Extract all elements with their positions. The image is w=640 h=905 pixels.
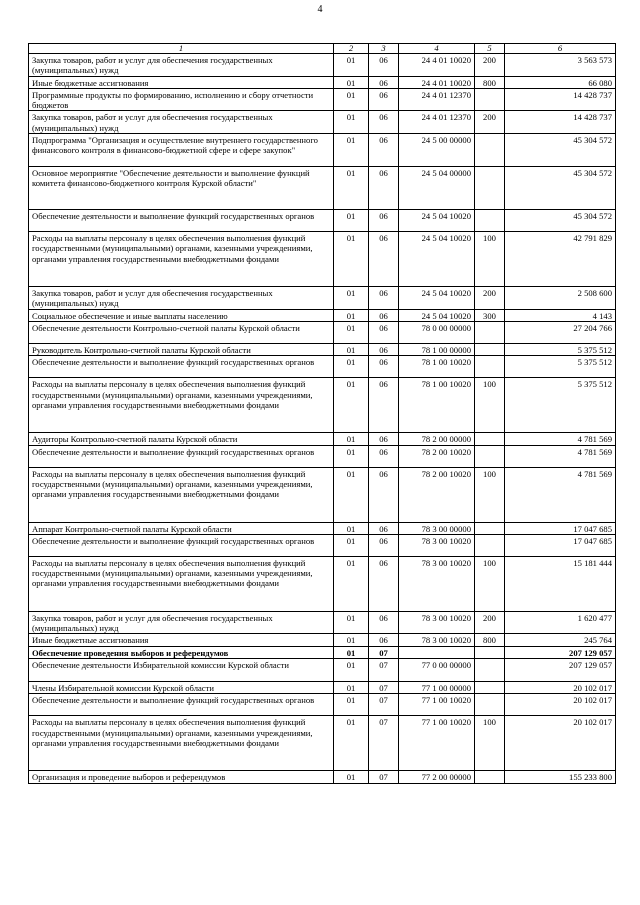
subsection-code: 06 — [369, 210, 399, 232]
amount: 17 047 685 — [505, 522, 616, 534]
target-article-code: 77 2 00 00000 — [399, 771, 475, 783]
table-row — [29, 771, 616, 783]
table-row — [29, 646, 616, 658]
table-row — [29, 309, 616, 321]
expense-type-code: 200 — [475, 54, 505, 77]
target-article-code: 78 1 00 10020 — [399, 356, 475, 378]
subsection-code: 06 — [369, 76, 399, 88]
amount: 245 764 — [505, 634, 616, 646]
column-header: 1 — [29, 44, 334, 54]
section-code: 01 — [334, 210, 369, 232]
target-article-code: 78 3 00 00000 — [399, 522, 475, 534]
expense-type-code — [475, 88, 505, 111]
expense-type-code: 100 — [475, 232, 505, 287]
expense-type-code — [475, 433, 505, 445]
subsection-code: 07 — [369, 694, 399, 716]
section-code: 01 — [334, 659, 369, 682]
table-row — [29, 534, 616, 556]
budget-table — [28, 43, 616, 784]
item-name: Организация и проведение выборов и референдумов — [29, 771, 334, 783]
subsection-code: 06 — [369, 534, 399, 556]
subsection-code: 06 — [369, 433, 399, 445]
target-article-code: 78 1 00 00000 — [399, 343, 475, 355]
expense-type-code — [475, 167, 505, 210]
expense-type-code: 200 — [475, 287, 505, 310]
expense-type-code — [475, 445, 505, 467]
item-name: Закупка товаров, работ и услуг для обеспечения государственных (муниципальных) нужд — [29, 111, 334, 134]
item-name: Расходы на выплаты персоналу в целях обеспечения выполнения функций государственными (муниципальными) органами, казенными учреждениями, органами управления государственными внебюджетными фондами — [29, 378, 334, 433]
amount: 27 204 766 — [505, 321, 616, 343]
amount: 5 375 512 — [505, 343, 616, 355]
expense-type-code: 100 — [475, 378, 505, 433]
subsection-code: 07 — [369, 646, 399, 658]
expense-type-code — [475, 659, 505, 682]
amount: 3 563 573 — [505, 54, 616, 77]
section-code: 01 — [334, 134, 369, 167]
section-code: 01 — [334, 682, 369, 694]
item-name: Обеспечение деятельности и выполнение функций государственных органов — [29, 694, 334, 716]
amount: 45 304 572 — [505, 167, 616, 210]
subsection-code: 06 — [369, 167, 399, 210]
amount: 20 102 017 — [505, 716, 616, 771]
table-row — [29, 634, 616, 646]
subsection-code: 06 — [369, 134, 399, 167]
table-row — [29, 54, 616, 77]
target-article-code: 78 3 00 10020 — [399, 556, 475, 611]
section-code: 01 — [334, 445, 369, 467]
subsection-code: 06 — [369, 343, 399, 355]
item-name: Обеспечение деятельности и выполнение функций государственных органов — [29, 356, 334, 378]
expense-type-code — [475, 210, 505, 232]
section-code: 01 — [334, 433, 369, 445]
item-name: Иные бюджетные ассигнования — [29, 76, 334, 88]
expense-type-code: 100 — [475, 556, 505, 611]
section-code: 01 — [334, 771, 369, 783]
target-article-code: 24 4 01 10020 — [399, 54, 475, 77]
table-row — [29, 321, 616, 343]
section-code: 01 — [334, 378, 369, 433]
target-article-code: 78 2 00 10020 — [399, 445, 475, 467]
target-article-code: 78 2 00 10020 — [399, 467, 475, 522]
table-row — [29, 378, 616, 433]
section-code: 01 — [334, 54, 369, 77]
expense-type-code — [475, 694, 505, 716]
item-name: Обеспечение деятельности и выполнение функций государственных органов — [29, 210, 334, 232]
expense-type-code — [475, 134, 505, 167]
table-row — [29, 556, 616, 611]
item-name: Расходы на выплаты персоналу в целях обеспечения выполнения функций государственными (муниципальными) органами, казенными учреждениями, органами управления государственными внебюджетными фондами — [29, 556, 334, 611]
amount: 4 143 — [505, 309, 616, 321]
expense-type-code: 100 — [475, 467, 505, 522]
item-name: Расходы на выплаты персоналу в целях обеспечения выполнения функций государственными (муниципальными) органами, казенными учреждениями, органами управления государственными внебюджетными фондами — [29, 467, 334, 522]
section-code: 01 — [334, 356, 369, 378]
subsection-code: 06 — [369, 556, 399, 611]
subsection-code: 06 — [369, 287, 399, 310]
subsection-code: 06 — [369, 321, 399, 343]
item-name: Основное мероприятие "Обеспечение деятельности и выполнение функций комитета финансово-бюджетного контроля Курской области" — [29, 167, 334, 210]
column-header: 5 — [475, 44, 505, 54]
subsection-code: 06 — [369, 54, 399, 77]
expense-type-code: 300 — [475, 309, 505, 321]
target-article-code: 78 3 00 10020 — [399, 534, 475, 556]
section-code: 01 — [334, 467, 369, 522]
item-name: Обеспечение деятельности Контрольно-счетной палаты Курской области — [29, 321, 334, 343]
target-article-code: 24 5 04 10020 — [399, 287, 475, 310]
amount: 20 102 017 — [505, 694, 616, 716]
item-name: Расходы на выплаты персоналу в целях обеспечения выполнения функций государственными (муниципальными) органами, казенными учреждениями, органами управления государственными внебюджетными фондами — [29, 232, 334, 287]
expense-type-code — [475, 534, 505, 556]
section-code: 01 — [334, 611, 369, 634]
target-article-code: 24 5 04 10020 — [399, 309, 475, 321]
table-body — [29, 54, 616, 784]
table-row — [29, 88, 616, 111]
item-name: Аппарат Контрольно-счетной палаты Курской области — [29, 522, 334, 534]
amount: 15 181 444 — [505, 556, 616, 611]
amount: 14 428 737 — [505, 111, 616, 134]
table-row — [29, 76, 616, 88]
table-header-row — [29, 44, 616, 54]
amount: 4 781 569 — [505, 433, 616, 445]
page-number: 4 — [317, 4, 323, 15]
subsection-code: 06 — [369, 467, 399, 522]
table-row — [29, 134, 616, 167]
table-row — [29, 287, 616, 310]
column-header: 4 — [399, 44, 475, 54]
item-name: Иные бюджетные ассигнования — [29, 634, 334, 646]
column-header: 3 — [369, 44, 399, 54]
table-row — [29, 433, 616, 445]
target-article-code: 78 2 00 00000 — [399, 433, 475, 445]
item-name: Члены Избирательной комиссии Курской области — [29, 682, 334, 694]
amount: 5 375 512 — [505, 378, 616, 433]
expense-type-code — [475, 321, 505, 343]
target-article-code: 78 0 00 00000 — [399, 321, 475, 343]
column-header: 2 — [334, 44, 369, 54]
target-article-code: 24 4 01 12370 — [399, 111, 475, 134]
target-article-code: 24 5 00 00000 — [399, 134, 475, 167]
expense-type-code: 800 — [475, 76, 505, 88]
subsection-code: 06 — [369, 88, 399, 111]
table-row — [29, 356, 616, 378]
amount: 45 304 572 — [505, 210, 616, 232]
subsection-code: 06 — [369, 356, 399, 378]
target-article-code: 77 1 00 10020 — [399, 716, 475, 771]
section-code: 01 — [334, 534, 369, 556]
table-row — [29, 232, 616, 287]
subsection-code: 06 — [369, 634, 399, 646]
expense-type-code — [475, 771, 505, 783]
section-code: 01 — [334, 287, 369, 310]
amount: 2 508 600 — [505, 287, 616, 310]
amount: 155 233 800 — [505, 771, 616, 783]
table-row — [29, 694, 616, 716]
target-article-code — [399, 646, 475, 658]
amount: 20 102 017 — [505, 682, 616, 694]
section-code: 01 — [334, 111, 369, 134]
target-article-code: 24 5 04 10020 — [399, 232, 475, 287]
section-code: 01 — [334, 167, 369, 210]
column-header: 6 — [505, 44, 616, 54]
expense-type-code — [475, 522, 505, 534]
target-article-code: 24 4 01 10020 — [399, 76, 475, 88]
item-name: Социальное обеспечение и иные выплаты населению — [29, 309, 334, 321]
amount: 17 047 685 — [505, 534, 616, 556]
table-row — [29, 467, 616, 522]
item-name: Аудиторы Контрольно-счетной палаты Курской области — [29, 433, 334, 445]
section-code: 01 — [334, 634, 369, 646]
amount: 45 304 572 — [505, 134, 616, 167]
subsection-code: 06 — [369, 522, 399, 534]
section-code: 01 — [334, 694, 369, 716]
subsection-code: 07 — [369, 659, 399, 682]
table-row — [29, 659, 616, 682]
subsection-code: 06 — [369, 445, 399, 467]
subsection-code: 06 — [369, 232, 399, 287]
table-row — [29, 343, 616, 355]
expense-type-code — [475, 343, 505, 355]
amount: 14 428 737 — [505, 88, 616, 111]
item-name: Программные продукты по формированию, исполнению и сбору отчетности бюджетов — [29, 88, 334, 111]
amount: 207 129 057 — [505, 659, 616, 682]
expense-type-code: 200 — [475, 611, 505, 634]
expense-type-code: 800 — [475, 634, 505, 646]
table-row — [29, 210, 616, 232]
item-name: Подпрограмма "Организация и осуществление внутреннего государственного финансового контроля в финансово-бюджетной сфере и сфере закупок" — [29, 134, 334, 167]
amount: 207 129 057 — [505, 646, 616, 658]
item-name: Обеспечение деятельности и выполнение функций государственных органов — [29, 445, 334, 467]
target-article-code: 78 3 00 10020 — [399, 611, 475, 634]
table-row — [29, 716, 616, 771]
amount: 5 375 512 — [505, 356, 616, 378]
target-article-code: 77 0 00 00000 — [399, 659, 475, 682]
section-code: 01 — [334, 522, 369, 534]
expense-type-code — [475, 356, 505, 378]
amount: 1 620 477 — [505, 611, 616, 634]
subsection-code: 07 — [369, 716, 399, 771]
subsection-code: 06 — [369, 378, 399, 433]
target-article-code: 77 1 00 00000 — [399, 682, 475, 694]
target-article-code: 78 3 00 10020 — [399, 634, 475, 646]
subsection-code: 06 — [369, 611, 399, 634]
item-name: Расходы на выплаты персоналу в целях обеспечения выполнения функций государственными (муниципальными) органами, казенными учреждениями, органами управления государственными внебюджетными фондами — [29, 716, 334, 771]
section-code: 01 — [334, 309, 369, 321]
table-row — [29, 522, 616, 534]
target-article-code: 24 4 01 12370 — [399, 88, 475, 111]
item-name: Обеспечение проведения выборов и референдумов — [29, 646, 334, 658]
amount: 42 791 829 — [505, 232, 616, 287]
expense-type-code: 100 — [475, 716, 505, 771]
section-code: 01 — [334, 88, 369, 111]
subsection-code: 06 — [369, 111, 399, 134]
table-row — [29, 111, 616, 134]
item-name: Руководитель Контрольно-счетной палаты Курской области — [29, 343, 334, 355]
amount: 66 080 — [505, 76, 616, 88]
target-article-code: 24 5 04 10020 — [399, 210, 475, 232]
section-code: 01 — [334, 646, 369, 658]
section-code: 01 — [334, 321, 369, 343]
table-row — [29, 167, 616, 210]
target-article-code: 77 1 00 10020 — [399, 694, 475, 716]
item-name: Закупка товаров, работ и услуг для обеспечения государственных (муниципальных) нужд — [29, 611, 334, 634]
item-name: Обеспечение деятельности Избирательной комиссии Курской области — [29, 659, 334, 682]
amount: 4 781 569 — [505, 445, 616, 467]
section-code: 01 — [334, 343, 369, 355]
table-row — [29, 611, 616, 634]
table-row — [29, 445, 616, 467]
expense-type-code — [475, 646, 505, 658]
subsection-code: 07 — [369, 771, 399, 783]
subsection-code: 07 — [369, 682, 399, 694]
section-code: 01 — [334, 76, 369, 88]
item-name: Обеспечение деятельности и выполнение функций государственных органов — [29, 534, 334, 556]
target-article-code: 78 1 00 10020 — [399, 378, 475, 433]
item-name: Закупка товаров, работ и услуг для обеспечения государственных (муниципальных) нужд — [29, 287, 334, 310]
target-article-code: 24 5 04 00000 — [399, 167, 475, 210]
section-code: 01 — [334, 556, 369, 611]
expense-type-code — [475, 682, 505, 694]
section-code: 01 — [334, 716, 369, 771]
table-row — [29, 682, 616, 694]
subsection-code: 06 — [369, 309, 399, 321]
amount: 4 781 569 — [505, 467, 616, 522]
item-name: Закупка товаров, работ и услуг для обеспечения государственных (муниципальных) нужд — [29, 54, 334, 77]
section-code: 01 — [334, 232, 369, 287]
expense-type-code: 200 — [475, 111, 505, 134]
